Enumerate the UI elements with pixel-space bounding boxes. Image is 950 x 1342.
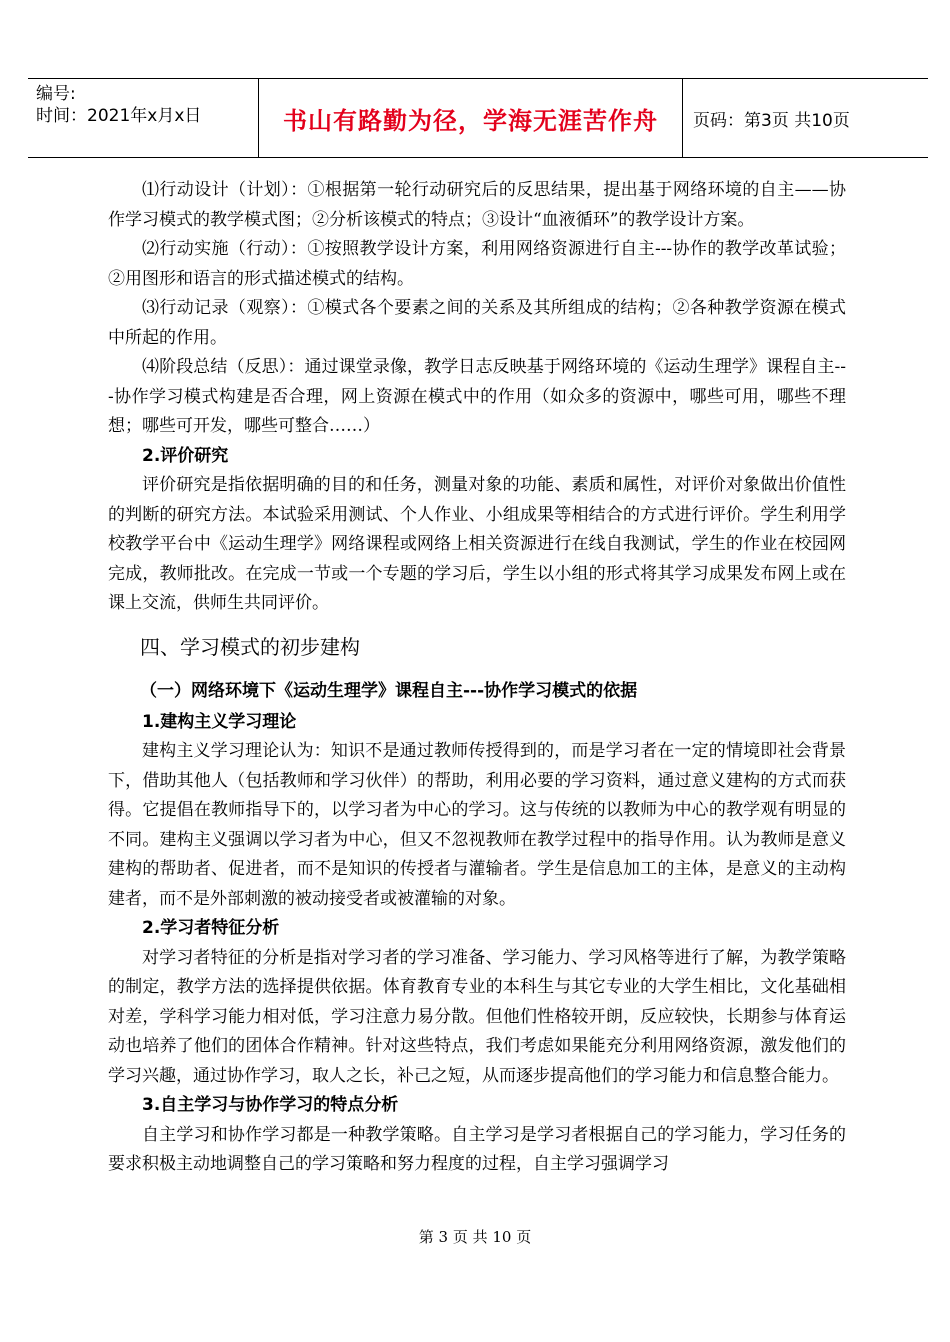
doc-number-label: 编号: bbox=[36, 84, 76, 104]
heading-constructivism: 1.建构主义学习理论 bbox=[142, 711, 297, 732]
header-page-cell bbox=[683, 79, 928, 157]
heading-learning-features: 3.自主学习与协作学习的特点分析 bbox=[142, 1095, 399, 1115]
paragraph-action-implementation: ⑵行动实施（行动）：①按照教学设计方案，利用网络资源进行自主---协作的教学改革试验；②用图形和语言的形式描述模式的结构。 bbox=[108, 239, 846, 289]
heading-learner-analysis: 2.学习者特征分析 bbox=[142, 918, 280, 938]
subsection-heading-1: （一）网络环境下《运动生理学》课程自主---协作学习模式的依据 bbox=[140, 680, 638, 701]
paragraph-constructivism: 建构主义学习理论认为：知识不是通过教师传授得到的，而是学习者在一定的情境即社会背景下，借助其他人（包括教师和学习伙伴）的帮助，利用必要的学习资料，通过意义建构的方式而获得。它提倡在教师指导下的，以学习者为中心的学习。这与传统的以教师为中心的教学观有明显的不同。建构主义强调以学习者为中心，但又不忽视教师在教学过程中的指导作用。认为教师是意义建构的帮助者、促进者，而不是知识的传授者与灌输者。学生是信息加工的主体，是意义的主动构建者，而不是外部刺激的被动接受者或被灌输的对象。 bbox=[108, 741, 846, 909]
paragraph-stage-summary: ⑷阶段总结（反思）：通过课堂录像，教学日志反映基于网络环境的《运动生理学》课程自主---协作学习模式构建是否合理，网上资源在模式中的作用（如众多的资源中，哪些可用，哪些不理想；哪些可开发，哪些可整合……） bbox=[108, 357, 846, 436]
document-body bbox=[108, 176, 846, 1180]
header-left-cell bbox=[28, 79, 258, 157]
heading-evaluation-research: 2.评价研究 bbox=[142, 445, 229, 466]
section-heading-4: 四、学习模式的初步建构 bbox=[140, 634, 360, 659]
page-header bbox=[28, 78, 928, 158]
motto-text: 书山有路勤为径，学海无涯苦作舟 bbox=[283, 105, 658, 135]
paragraph-learning-features: 自主学习和协作学习都是一种教学策略。自主学习是学习者根据自己的学习能力，学习任务的要求积极主动地调整自己的学习策略和努力程度的过程，自主学习强调学习 bbox=[108, 1124, 846, 1174]
paragraph-action-design: ⑴行动设计（计划）：①根据第一轮行动研究后的反思结果，提出基于网络环境的自主——协作学习模式的教学模式图；②分析该模式的特点；③设计“血液循环”的教学设计方案。 bbox=[108, 180, 846, 230]
paragraph-evaluation-research: 评价研究是指依据明确的目的和任务，测量对象的功能、素质和属性，对评价对象做出价值性的判断的研究方法。本试验采用测试、个人作业、小组成果等相结合的方式进行评价。学生利用学校教学平台中《运动生理学》网络课程或网络上相关资源进行在线自我测试，学生的作业在校园网完成，教师批改。在完成一节或一个专题的学习后，学生以小组的形式将其学习成果发布网上或在课上交流，供师生共同评价。 bbox=[108, 475, 846, 613]
paragraph-learner-analysis: 对学习者特征的分析是指对学习者的学习准备、学习能力、学习风格等进行了解，为教学策略的制定，教学方法的选择提供依据。体育教育专业的本科生与其它专业的大学生相比，文化基础相对差，学科学习能力相对低，学习注意力易分散。但他们性格较开朗，反应较快，长期参与体育运动也培养了他们的团体合作精神。针对这些特点，我们考虑如果能充分利用网络资源，激发他们的学习兴趣，通过协作学习，取人之长，补己之短，从而逐步提高他们的学习能力和信息整合能力。 bbox=[108, 947, 846, 1086]
date-label: 时间：2021年x月x日 bbox=[36, 106, 202, 126]
page-footer: 第 3 页 共 10 页 bbox=[418, 1228, 532, 1246]
paragraph-action-record: ⑶行动记录（观察）：①模式各个要素之间的关系及其所组成的结构；②各种教学资源在模式中所起的作用。 bbox=[108, 298, 846, 348]
page-number-label: 页码：第3页 共10页 bbox=[693, 110, 850, 131]
header-motto-cell bbox=[258, 79, 683, 157]
